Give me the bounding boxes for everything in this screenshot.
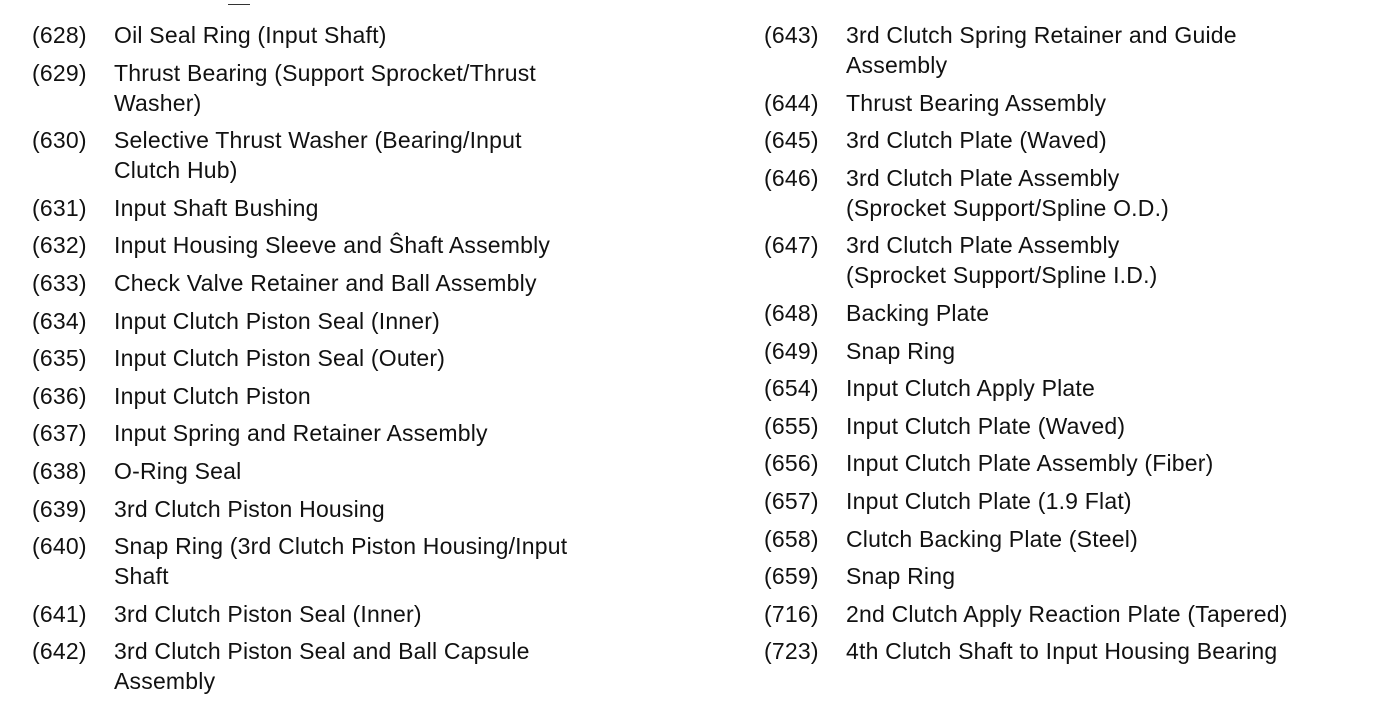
part-number: (658) [764, 525, 819, 552]
parts-list-item [764, 298, 1389, 328]
part-number: (629) [32, 59, 87, 86]
part-description [846, 373, 1389, 403]
part-number: (657) [764, 487, 819, 514]
part-description-line: O-Ring Seal [114, 457, 242, 484]
part-description-line: Assembly [846, 52, 948, 78]
part-number: (628) [32, 22, 87, 48]
part-description [114, 381, 672, 411]
part-description [846, 336, 1389, 366]
parts-list-item [32, 193, 672, 223]
part-number: (640) [32, 533, 87, 560]
parts-list-item [764, 411, 1389, 441]
part-description [114, 494, 672, 524]
parts-list-item [32, 456, 672, 486]
part-description [846, 230, 1389, 290]
entry-gap [764, 118, 1389, 126]
part-description-line: Input Clutch Piston [114, 382, 311, 409]
part-description-line: (Sprocket Support/Spline I.D.) [846, 262, 1158, 289]
parts-list-item [764, 373, 1389, 403]
part-number: (643) [764, 22, 819, 48]
part-description [114, 456, 672, 486]
part-number: (648) [764, 299, 819, 326]
entry-gap [32, 185, 672, 193]
part-description [114, 125, 672, 185]
parts-list-item [764, 486, 1389, 516]
entry-gap [764, 223, 1389, 231]
entry-gap [32, 373, 672, 381]
part-description-line: Input Spring and Retainer Assembly [114, 420, 488, 447]
part-description [114, 343, 672, 373]
parts-list-item [32, 306, 672, 336]
parts-list-item [764, 599, 1389, 629]
part-description-line: Snap Ring (3rd Clutch Piston Housing/Input [114, 533, 568, 560]
entry-gap [764, 155, 1389, 163]
entry-gap [32, 336, 672, 344]
part-number: (659) [764, 563, 819, 590]
part-number: (655) [764, 412, 819, 439]
entry-gap [764, 328, 1389, 336]
part-description-line: Check Valve Retainer and Ball Assembly [114, 269, 537, 296]
parts-list-item [32, 20, 672, 50]
parts-list-item [32, 58, 672, 118]
entry-gap [764, 441, 1389, 449]
part-description-line: 3rd Clutch Piston Housing [114, 495, 385, 522]
parts-list-left-column [32, 20, 672, 696]
entry-gap [32, 448, 672, 456]
part-description-line: Assembly [114, 668, 216, 695]
part-number: (638) [32, 457, 87, 484]
parts-list-right-column [764, 20, 1389, 666]
part-number: (644) [764, 89, 819, 116]
part-description-line: 2nd Clutch Apply Reaction Plate (Tapered) [846, 600, 1288, 627]
parts-list-item [764, 561, 1389, 591]
part-number: (635) [32, 345, 87, 372]
part-number: (723) [764, 638, 819, 665]
part-description-line: Clutch Backing Plate (Steel) [846, 525, 1138, 552]
part-number: (639) [32, 495, 87, 522]
parts-list-item [32, 381, 672, 411]
entry-gap [764, 591, 1389, 599]
part-description-line: Input Clutch Plate Assembly (Fiber) [846, 450, 1214, 477]
part-description-line: 3rd Clutch Plate Assembly [846, 164, 1120, 191]
part-description-line: Input Housing Sleeve and Ŝhaft Assembly [114, 232, 551, 259]
entry-gap [32, 524, 672, 532]
parts-list-item [32, 418, 672, 448]
part-description [846, 20, 1389, 80]
part-description [846, 125, 1389, 155]
part-number: (630) [32, 127, 87, 154]
part-description [114, 58, 672, 118]
part-description [114, 20, 672, 50]
parts-list-item [32, 531, 672, 591]
part-description-line: Input Clutch Plate (Waved) [846, 412, 1126, 439]
part-description-line: Snap Ring [846, 563, 956, 590]
parts-list-item [32, 230, 672, 260]
scan-mark [228, 4, 250, 5]
part-description [846, 599, 1389, 629]
parts-list-item [32, 636, 672, 696]
entry-gap [764, 554, 1389, 562]
part-description-line: Selective Thrust Washer (Bearing/Input [114, 127, 522, 154]
parts-list-item [764, 163, 1389, 223]
entry-gap [32, 629, 672, 637]
entry-gap [764, 516, 1389, 524]
part-number: (634) [32, 307, 87, 334]
entry-gap [32, 260, 672, 268]
entry-gap [764, 403, 1389, 411]
part-number: (641) [32, 600, 87, 627]
part-description-line: (Sprocket Support/Spline O.D.) [846, 194, 1170, 221]
entry-gap [764, 366, 1389, 374]
entry-gap [32, 298, 672, 306]
part-description [846, 448, 1389, 478]
part-description-line: Input Shaft Bushing [114, 194, 319, 221]
part-description [114, 268, 672, 298]
entry-gap [764, 80, 1389, 88]
entry-gap [32, 486, 672, 494]
entry-gap [764, 629, 1389, 637]
part-description [114, 306, 672, 336]
entry-gap [32, 411, 672, 419]
part-description-line: Oil Seal Ring (Input Shaft) [114, 22, 387, 48]
part-number: (656) [764, 450, 819, 477]
part-description-line: Thrust Bearing Assembly [846, 89, 1107, 116]
part-description [114, 193, 672, 223]
part-number: (654) [764, 375, 819, 402]
part-number: (649) [764, 337, 819, 364]
part-description-line: Backing Plate [846, 299, 990, 326]
part-description-line: Input Clutch Piston Seal (Inner) [114, 307, 441, 334]
part-description-line: Input Clutch Plate (1.9 Flat) [846, 487, 1132, 514]
part-description-line: Input Clutch Apply Plate [846, 375, 1096, 402]
entry-gap [32, 118, 672, 126]
part-description-line: 3rd Clutch Plate (Waved) [846, 127, 1107, 154]
part-description [114, 230, 672, 260]
parts-list-item [32, 268, 672, 298]
part-description-line: Clutch Hub) [114, 157, 238, 184]
parts-list-item [764, 524, 1389, 554]
parts-list-item [32, 343, 672, 373]
part-number: (646) [764, 164, 819, 191]
part-description-line: 3rd Clutch Spring Retainer and Guide [846, 22, 1237, 48]
parts-list-item [32, 494, 672, 524]
part-description-line: Shaft [114, 563, 169, 590]
entry-gap [764, 478, 1389, 486]
part-description-line: 3rd Clutch Piston Seal (Inner) [114, 600, 422, 627]
part-number: (647) [764, 232, 819, 259]
parts-list-item [764, 448, 1389, 478]
parts-list-item [32, 599, 672, 629]
part-number: (633) [32, 269, 87, 296]
part-description [114, 531, 672, 591]
part-number: (716) [764, 600, 819, 627]
part-description [846, 411, 1389, 441]
part-number: (637) [32, 420, 87, 447]
part-number: (631) [32, 194, 87, 221]
part-description [846, 486, 1389, 516]
entry-gap [32, 591, 672, 599]
part-description-line: Input Clutch Piston Seal (Outer) [114, 345, 446, 372]
entry-gap [32, 50, 672, 58]
part-number: (632) [32, 232, 87, 259]
part-description [846, 88, 1389, 118]
part-description-line: Thrust Bearing (Support Sprocket/Thrust [114, 59, 536, 86]
part-number: (636) [32, 382, 87, 409]
part-description [114, 636, 672, 696]
part-number: (645) [764, 127, 819, 154]
parts-list-item [764, 125, 1389, 155]
part-description-line: Snap Ring [846, 337, 956, 364]
parts-list-item [764, 336, 1389, 366]
part-description-line: 4th Clutch Shaft to Input Housing Bearing [846, 638, 1278, 665]
parts-list-item [764, 636, 1389, 666]
parts-list-item [764, 88, 1389, 118]
part-description [846, 636, 1389, 666]
entry-gap [32, 223, 672, 231]
part-description-line: 3rd Clutch Plate Assembly [846, 232, 1120, 259]
part-description [114, 599, 672, 629]
part-description [846, 298, 1389, 328]
parts-list-item [764, 230, 1389, 290]
part-description-line: Washer) [114, 89, 202, 116]
parts-list-item [764, 20, 1389, 80]
entry-gap [764, 290, 1389, 298]
part-description-line: 3rd Clutch Piston Seal and Ball Capsule [114, 638, 530, 665]
part-description [114, 418, 672, 448]
part-description [846, 524, 1389, 554]
part-description [846, 561, 1389, 591]
part-number: (642) [32, 638, 87, 665]
part-description [846, 163, 1389, 223]
parts-list-item [32, 125, 672, 185]
